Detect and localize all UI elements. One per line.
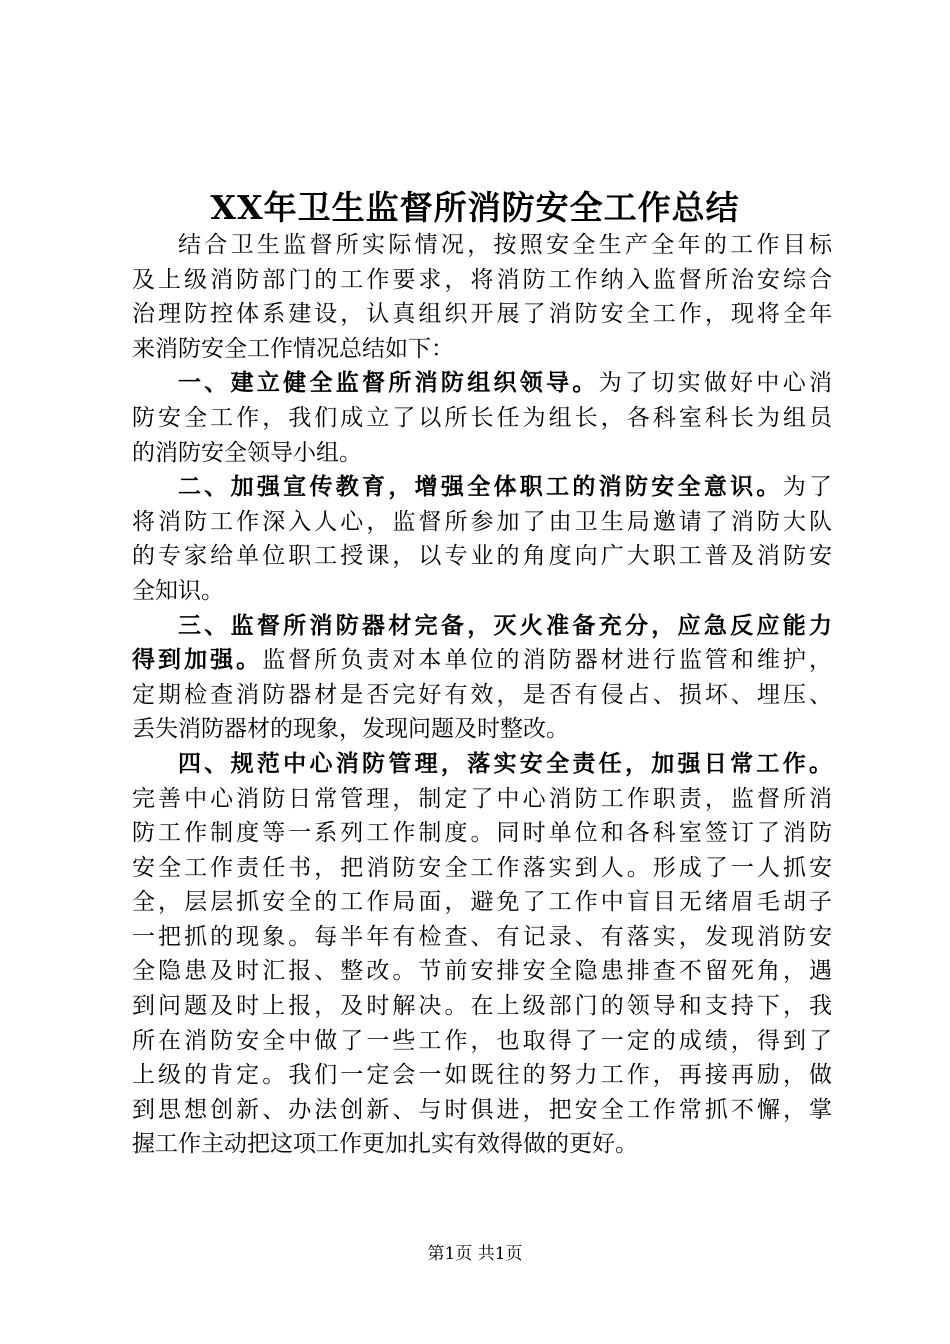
section-2-line: 全知识。 <box>132 577 224 604</box>
section-4-line: 防工作制度等一系列工作制度。同时单位和各科室签订了消防 <box>132 820 832 847</box>
section-4-line: 全隐患及时汇报、整改。节前安排安全隐患排查不留死角，遇 <box>132 958 832 985</box>
intro-line: 来消防安全工作情况总结如下： <box>132 335 454 362</box>
section-2-text: 为了 <box>782 474 832 501</box>
section-4-heading: 四、规范中心消防管理，落实安全责任，加强日常工作。 <box>178 750 832 777</box>
section-3-line: 丢失消防器材的现象，发现问题及时整改。 <box>132 716 569 743</box>
section-3-heading-end: 得到加强。 <box>132 647 263 674</box>
section-1-heading: 一、建立健全监督所消防组织领导。 <box>178 370 599 397</box>
section-4-line: 所在消防安全中做了一些工作，也取得了一定的成绩，得到了 <box>132 1027 832 1054</box>
section-1-text: 为了切实做好中心消 <box>598 370 832 397</box>
section-4-line: 到思想创新、办法创新、与时俱进，把安全工作常抓不懈，掌 <box>132 1096 832 1123</box>
section-4-line: 到问题及时上报，及时解决。在上级部门的领导和支持下，我 <box>132 993 832 1020</box>
section-4-line: 全，层层抓安全的工作局面，避免了工作中盲目无绪眉毛胡子 <box>132 889 832 916</box>
document-body <box>132 228 832 1162</box>
section-1-first-line <box>132 366 832 401</box>
page-footer: 第1页 共1页 <box>427 1244 523 1264</box>
section-2-heading: 二、加强宣传教育，增强全体职工的消防安全意识。 <box>178 474 783 501</box>
document-title: XX年卫生监督所消防安全工作总结 <box>210 188 740 227</box>
section-1-line: 的消防安全领导小组。 <box>132 439 362 466</box>
section-2-line: 的专家给单位职工授课，以专业的角度向广大职工普及消防安 <box>132 543 832 570</box>
intro-line: 治理防控体系建设，认真组织开展了消防安全工作，现将全年 <box>132 301 832 328</box>
section-3-second-line <box>132 643 832 678</box>
section-4-line: 上级的肯定。我们一定会一如既往的努力工作，再接再励，做 <box>132 1062 832 1089</box>
section-4-line: 完善中心消防日常管理，制定了中心消防工作职责，监督所消 <box>132 785 832 812</box>
section-4-line: 一把抓的现象。每半年有检查、有记录、有落实，发现消防安 <box>132 923 832 950</box>
section-3-text: 监督所负责对本单位的消防器材进行监管和维护， <box>262 647 832 674</box>
section-4-line: 握工作主动把这项工作更加扎实有效得做的更好。 <box>132 1131 638 1158</box>
intro-line: 结合卫生监督所实际情况，按照安全生产全年的工作目标 <box>178 232 832 258</box>
section-2-first-line <box>132 470 832 505</box>
section-2-line: 将消防工作深入人心，监督所参加了由卫生局邀请了消防大队 <box>132 508 832 535</box>
section-3-line: 定期检查消防器材是否完好有效，是否有侵占、损坏、埋压、 <box>132 681 832 708</box>
section-3-heading: 三、监督所消防器材完备，灭火准备充分，应急反应能力 <box>178 612 832 639</box>
section-4-line: 安全工作责任书，把消防安全工作落实到人。形成了一人抓安 <box>132 854 832 881</box>
section-1-line: 防安全工作，我们成立了以所长任为组长，各科室科长为组员 <box>132 404 832 431</box>
intro-line: 及上级消防部门的工作要求，将消防工作纳入监督所治安综合 <box>132 266 832 293</box>
